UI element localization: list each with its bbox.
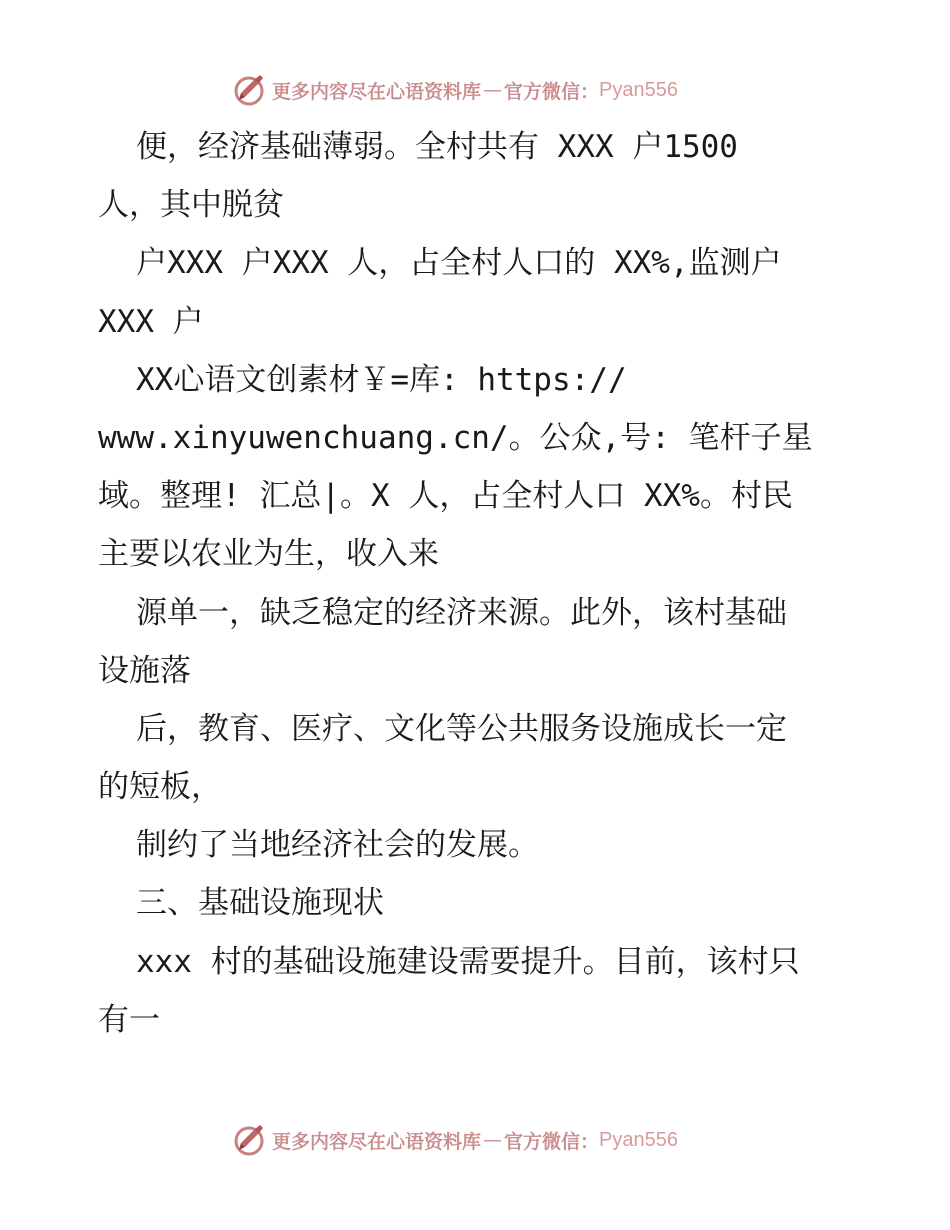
text-line: 有一 bbox=[98, 1001, 160, 1038]
watermark-wechat-id: Pyan556 bbox=[599, 78, 678, 101]
text-line: 制约了当地经济社会的发展。 bbox=[136, 827, 539, 864]
header-watermark bbox=[232, 70, 678, 110]
watermark-wechat-label: 官方微信： bbox=[504, 80, 600, 103]
section-heading: 三、基础设施现状 bbox=[136, 885, 384, 922]
text-line: 便，经济基础薄弱。全村共有 XXX 户1500 bbox=[136, 129, 738, 165]
text-line: www.xinyuwenchuang.cn/。公众,号: 笔杆子星 bbox=[98, 419, 813, 456]
text-line: 主要以农业为生，收入来 bbox=[98, 536, 439, 573]
text-line: XX心语文创素材￥=库: https:// bbox=[136, 361, 627, 398]
text-line: 户XXX 户XXX 人，占全村人口的 XX%,监测户 bbox=[136, 245, 782, 282]
pen-logo-icon bbox=[232, 1123, 266, 1157]
footer-watermark bbox=[232, 1120, 678, 1160]
text-line: 源单一，缺乏稳定的经济来源。此外，该村基础 bbox=[136, 594, 787, 631]
text-line: XXX 户 bbox=[98, 303, 204, 340]
watermark-wechat-label: 官方微信： bbox=[504, 1130, 600, 1153]
pen-logo-icon bbox=[232, 73, 266, 107]
watermark-dash: — bbox=[483, 79, 503, 101]
watermark-site-text: 更多内容尽在心语资料库 bbox=[272, 1130, 482, 1153]
watermark-site-text: 更多内容尽在心语资料库 bbox=[272, 80, 482, 103]
text-line: 的短板， bbox=[98, 769, 222, 806]
text-line: 域。整理! 汇总|。X 人，占全村人口 XX%。村民 bbox=[98, 478, 793, 515]
watermark-dash: — bbox=[483, 1129, 503, 1151]
body-text bbox=[98, 118, 888, 1049]
watermark-wechat-id: Pyan556 bbox=[599, 1128, 678, 1151]
text-line: 设施落 bbox=[98, 652, 191, 689]
text-line: 人，其中脱贫 bbox=[98, 187, 284, 224]
text-line: xxx 村的基础设施建设需要提升。目前，该村只 bbox=[136, 943, 800, 980]
text-line: 后，教育、医疗、文化等公共服务设施成长一定 bbox=[136, 710, 787, 747]
